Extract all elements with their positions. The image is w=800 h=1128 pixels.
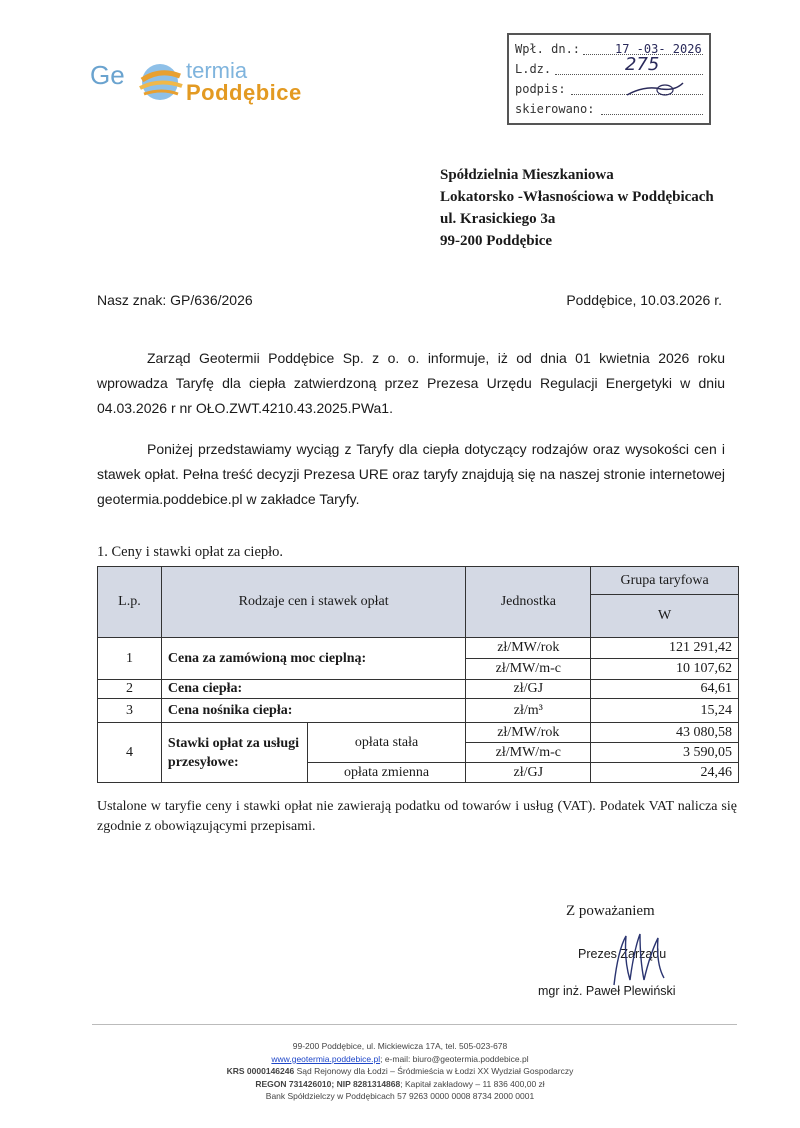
footer-regon-nip: REGON 731426010; NIP 8281314868 bbox=[255, 1078, 401, 1089]
row-name: Stawki opłat za usługi przesyłowe: bbox=[161, 723, 307, 783]
row-unit: zł/GJ bbox=[466, 680, 591, 699]
company-footer bbox=[0, 1040, 800, 1103]
body-paragraph-1: Zarząd Geotermii Poddębice Sp. z o. o. informuje, iż od dnia 01 kwietnia 2026 roku wprowadza Taryfę dla ciepła zatwierdzoną przez Prezesa Urzędu Regulacji Energetyki w dniu 04.03.2026 r nr OŁO.ZWT.4210.43.2025.PWa1. bbox=[97, 350, 725, 416]
footer-bank: Bank Spółdzielczy w Poddębicach 57 9263 0000 0008 8734 2000 0001 bbox=[265, 1091, 535, 1101]
stamp-ldz-row bbox=[515, 54, 703, 79]
row-lp: 1 bbox=[98, 638, 162, 680]
row-unit: zł/MW/rok bbox=[466, 638, 591, 659]
place-date: Poddębice, 10.03.2026 r. bbox=[566, 292, 722, 308]
stamp-assigned-label: skierowano: bbox=[515, 102, 595, 116]
recipient-line: Spółdzielnia Mieszkaniowa bbox=[440, 167, 614, 183]
header-group-code: W bbox=[591, 595, 739, 638]
row-value: 64,61 bbox=[591, 680, 739, 699]
reference-number: Nasz znak: GP/636/2026 bbox=[97, 292, 253, 308]
footer-krs: KRS 0000146246 bbox=[226, 1066, 295, 1076]
logo-geo-text: Ge bbox=[90, 60, 125, 90]
footer-divider bbox=[92, 1024, 737, 1025]
row-value: 10 107,62 bbox=[591, 659, 739, 680]
stamp-received-date: 17 -03- 2026 bbox=[615, 42, 702, 56]
footer-address: 99-200 Poddębice, ul. Mickiewicza 17A, tel. 505-023-678 bbox=[292, 1041, 508, 1051]
row-value: 3 590,05 bbox=[591, 743, 739, 763]
footer-capital: ; Kapitał zakładowy – 11 836 400,00 zł bbox=[400, 1078, 545, 1089]
logo-termia-text: termia bbox=[186, 58, 248, 83]
row-name: Cena ciepła: bbox=[161, 680, 465, 699]
footer-court: Sąd Rejonowy dla Łodzi – Śródmieścia w Łodzi XX Wydział Gospodarczy bbox=[294, 1066, 574, 1076]
section-title: 1. Ceny i stawki opłat za ciepło. bbox=[97, 544, 284, 560]
row-lp: 4 bbox=[98, 723, 162, 783]
row-value: 24,46 bbox=[591, 763, 739, 783]
header-lp: L.p. bbox=[98, 567, 162, 638]
footer-tax bbox=[0, 1078, 800, 1091]
row-unit: zł/MW/m-c bbox=[466, 659, 591, 680]
signature-icon bbox=[604, 930, 674, 990]
stamp-received-row bbox=[515, 39, 703, 59]
website-link[interactable]: www.geotermia.poddebice.pl bbox=[271, 1053, 381, 1064]
logo-town-text: Poddębice bbox=[186, 80, 302, 105]
vat-note: Ustalone w taryfie ceny i stawki opłat nie zawierają podatku od towarów i usług (VAT). Podatek VAT nalicza się zgodnie z obowiązującymi przepisami. bbox=[97, 799, 737, 834]
company-logo bbox=[90, 48, 320, 118]
stamp-ldz-number: 275 bbox=[625, 54, 660, 75]
signatory-title: Prezes Zarządu bbox=[578, 947, 667, 961]
closing-text: Z poważaniem bbox=[566, 903, 655, 919]
stamp-assigned-row bbox=[515, 99, 703, 119]
stamp-received-label: Wpł. dn.: bbox=[515, 42, 581, 56]
table-row bbox=[98, 699, 739, 723]
table-row bbox=[98, 638, 739, 659]
signatory-name: mgr inż. Paweł Plewiński bbox=[538, 984, 676, 998]
globe-icon bbox=[132, 54, 188, 110]
row-value: 15,24 bbox=[591, 699, 739, 723]
row-name: Cena nośnika ciepła: bbox=[161, 699, 465, 723]
stamp-ldz-label: L.dz. bbox=[515, 62, 552, 76]
header-unit: Jednostka bbox=[466, 567, 591, 638]
header-group: Grupa taryfowa bbox=[591, 567, 739, 595]
row-unit: zł/m³ bbox=[466, 699, 591, 723]
recipient-line: ul. Krasickiego 3a bbox=[440, 211, 556, 227]
variable-fee-label: opłata zmienna bbox=[307, 763, 466, 783]
row-unit: zł/MW/rok bbox=[466, 723, 591, 743]
header-type: Rodzaje cen i stawek opłat bbox=[161, 567, 465, 638]
row-value: 43 080,58 bbox=[591, 723, 739, 743]
row-unit: zł/GJ bbox=[466, 763, 591, 783]
stamp-signature-row bbox=[515, 79, 703, 99]
table-row bbox=[98, 723, 739, 743]
footer-registry bbox=[0, 1065, 800, 1078]
stamp-signature-label: podpis: bbox=[515, 82, 566, 96]
fixed-fee-label: opłata stała bbox=[307, 723, 466, 763]
recipient-line: 99-200 Poddębice bbox=[440, 233, 553, 249]
row-unit: zł/MW/m-c bbox=[466, 743, 591, 763]
row-name: Cena za zamówioną moc cieplną: bbox=[161, 638, 465, 680]
footer-contact bbox=[0, 1053, 800, 1066]
tariff-table bbox=[97, 566, 739, 783]
row-lp: 2 bbox=[98, 680, 162, 699]
table-row bbox=[98, 680, 739, 699]
registry-stamp bbox=[507, 33, 711, 125]
recipient-address bbox=[440, 164, 714, 252]
recipient-line: Lokatorsko -Własnościowa w Poddębicach bbox=[440, 189, 714, 205]
row-value: 121 291,42 bbox=[591, 638, 739, 659]
row-lp: 3 bbox=[98, 699, 162, 723]
footer-email: ; e-mail: biuro@geotermia.poddebice.pl bbox=[380, 1053, 529, 1064]
body-paragraph-2: Poniżej przedstawiamy wyciąg z Taryfy dla ciepła dotyczący rodzajów oraz wysokości cen i stawek opłat. Pełna treść decyzji Prezesa URE oraz taryfy znajdują się na naszej stronie internetowej geotermia.poddebice.pl w zakładce Taryfy. bbox=[97, 441, 725, 507]
stamp-initials-icon bbox=[625, 81, 685, 99]
